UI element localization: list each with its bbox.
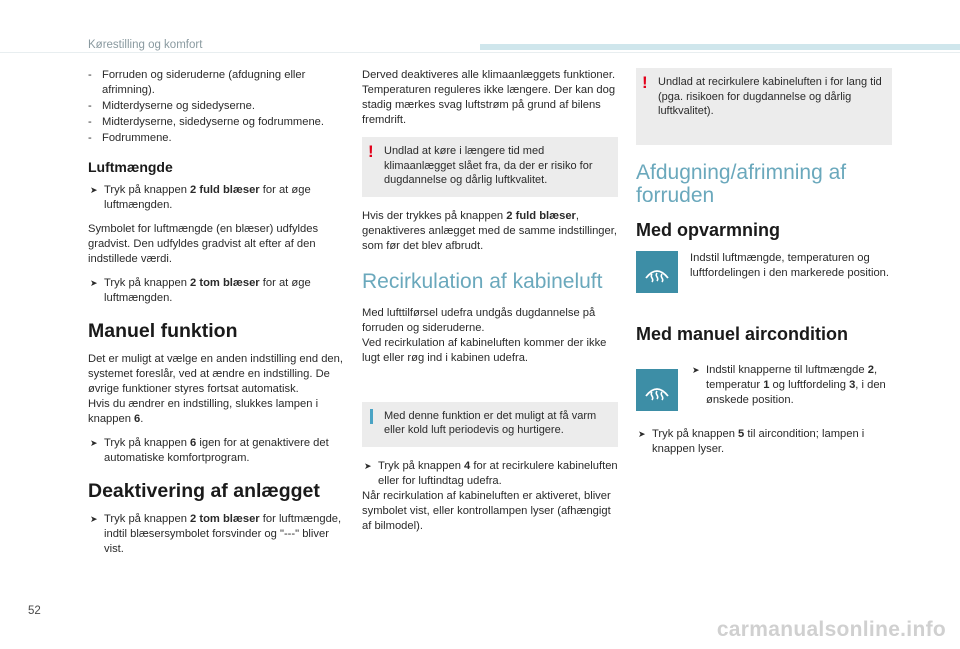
column-middle	[362, 68, 618, 543]
info-icon	[368, 409, 384, 438]
arrow-bullet-icon: ➤	[692, 364, 700, 375]
windshield-defrost-icon	[636, 251, 678, 293]
exclamation-icon: !	[642, 73, 648, 92]
arrow-bullet-icon: ➤	[90, 278, 98, 288]
paragraph: Hvis du ændrer en indstilling, slukkes lampen i knappen 6.	[88, 398, 319, 425]
instruction-bullet: ➤ Tryk på knappen 6 igen for at genaktivere det automatiske komfortprogram.	[90, 437, 329, 464]
section-heading-med-manuel-aircondition: Med manuel aircondition	[636, 323, 849, 344]
instruction-bullet: ➤ Tryk på knappen 2 tom blæser for luftmængde, indtil blæsersymbolet forsvinder og "---" bliver vist.	[90, 513, 342, 555]
paragraph: Hvis der trykkes på knappen 2 fuld blæser, genaktiveres anlægget med de samme indstillinger, som før det blev afbrudt.	[362, 209, 617, 252]
list-item: - Fodrummene.	[88, 132, 172, 144]
paragraph: Det er muligt at vælge en anden indstilling end den, systemet foreslår, ved at ændre en indstilling. De øvrige funktioner styres fortsat automatisk.	[88, 353, 343, 395]
warning-note: ! Undlad at recirkulere kabineluften i for lang tid (pga. risikoen for dugdannelse og dårlig luftkvalitet).	[636, 68, 892, 145]
section-heading-afdugning: Afdugning/afrimning af forruden	[636, 160, 847, 207]
section-heading-recirkulation: Recirkulation af kabineluft	[362, 269, 603, 293]
header-divider	[0, 52, 960, 53]
instruction-bullet: ➤ Tryk på knappen 2 fuld blæser for at øge luftmængden.	[90, 184, 311, 211]
instruction-bullet: ➤ Tryk på knappen 4 for at recirkulere kabineluften eller for luftindtag udefra.	[364, 459, 618, 487]
aircondition-row	[636, 363, 892, 417]
column-right	[636, 68, 892, 466]
opvarmning-row: Indstil luftmængde, temperaturen og luftfordelingen i den markerede position.	[636, 251, 892, 293]
section-heading-manuel-funktion: Manuel funktion	[88, 320, 238, 342]
column-left	[88, 68, 346, 566]
header-title: Kørestilling og komfort	[88, 39, 203, 51]
list-item: - Midterdyserne, sidedyserne og fodrummene.	[88, 116, 324, 128]
warning-note: ! Undlad at køre i længere tid med klimaanlægget slået fra, da der er risiko for dugdannelse og dårlig luftkvalitet.	[362, 137, 618, 197]
paragraph: Symbolet for luftmængde (en blæser) udfyldes gradvist. Den udfyldes gradvist alt efter af den indstillede værdi.	[88, 223, 319, 265]
paragraph: Ved recirkulation af kabineluften kommer der ikke lugt eller røg ind i kabinen udefra.	[362, 336, 607, 364]
header-accent-bar	[480, 44, 960, 50]
instruction-bullet: ➤ Indstil knapperne til luftmængde 2, temperatur 1 og luftfordeling 3, i den ønskede position.	[692, 363, 886, 406]
instruction-bullet: ➤ Tryk på knappen 5 til aircondition; lampen i knappen lyser.	[638, 427, 865, 455]
section-heading-luftmaengde: Luftmængde	[88, 159, 173, 175]
arrow-bullet-icon: ➤	[90, 438, 98, 448]
watermark: carmanualsonline.info	[716, 618, 946, 641]
arrow-bullet-icon: ➤	[90, 185, 98, 195]
instruction-bullet: ➤ Tryk på knappen 2 tom blæser for at øge luftmængden.	[90, 277, 311, 304]
list-item: - Midterdyserne og sidedyserne.	[88, 100, 255, 112]
paragraph: Med lufttilførsel udefra undgås dugdannelse på forruden og sideruderne.	[362, 306, 596, 334]
section-heading-deaktivering: Deaktivering af anlægget	[88, 480, 320, 502]
distribution-list	[88, 68, 346, 146]
list-item: - Forruden og sideruderne (afdugning eller afrimning).	[88, 69, 306, 96]
paragraph: Derved deaktiveres alle klimaanlæggets funktioner.	[362, 69, 616, 81]
arrow-bullet-icon: ➤	[364, 460, 372, 471]
info-note: Med denne funktion er det muligt at få varm eller kold luft periodevis og hurtigere.	[362, 402, 618, 447]
page-number: 52	[28, 605, 41, 617]
section-heading-med-opvarmning: Med opvarmning	[636, 219, 781, 240]
paragraph: Temperaturen reguleres ikke længere. Der kan dog stadig mærkes svag luftstrøm på grund af bilens fremdrift.	[362, 84, 616, 126]
arrow-bullet-icon: ➤	[90, 514, 98, 524]
paragraph: Når recirkulation af kabineluften er aktiveret, bliver symbolet vist, eller kontrollampen lyser (afhængigt af bilmodel).	[362, 489, 611, 532]
arrow-bullet-icon: ➤	[638, 428, 646, 439]
windshield-defrost-icon	[636, 369, 678, 411]
exclamation-icon: !	[368, 142, 374, 161]
